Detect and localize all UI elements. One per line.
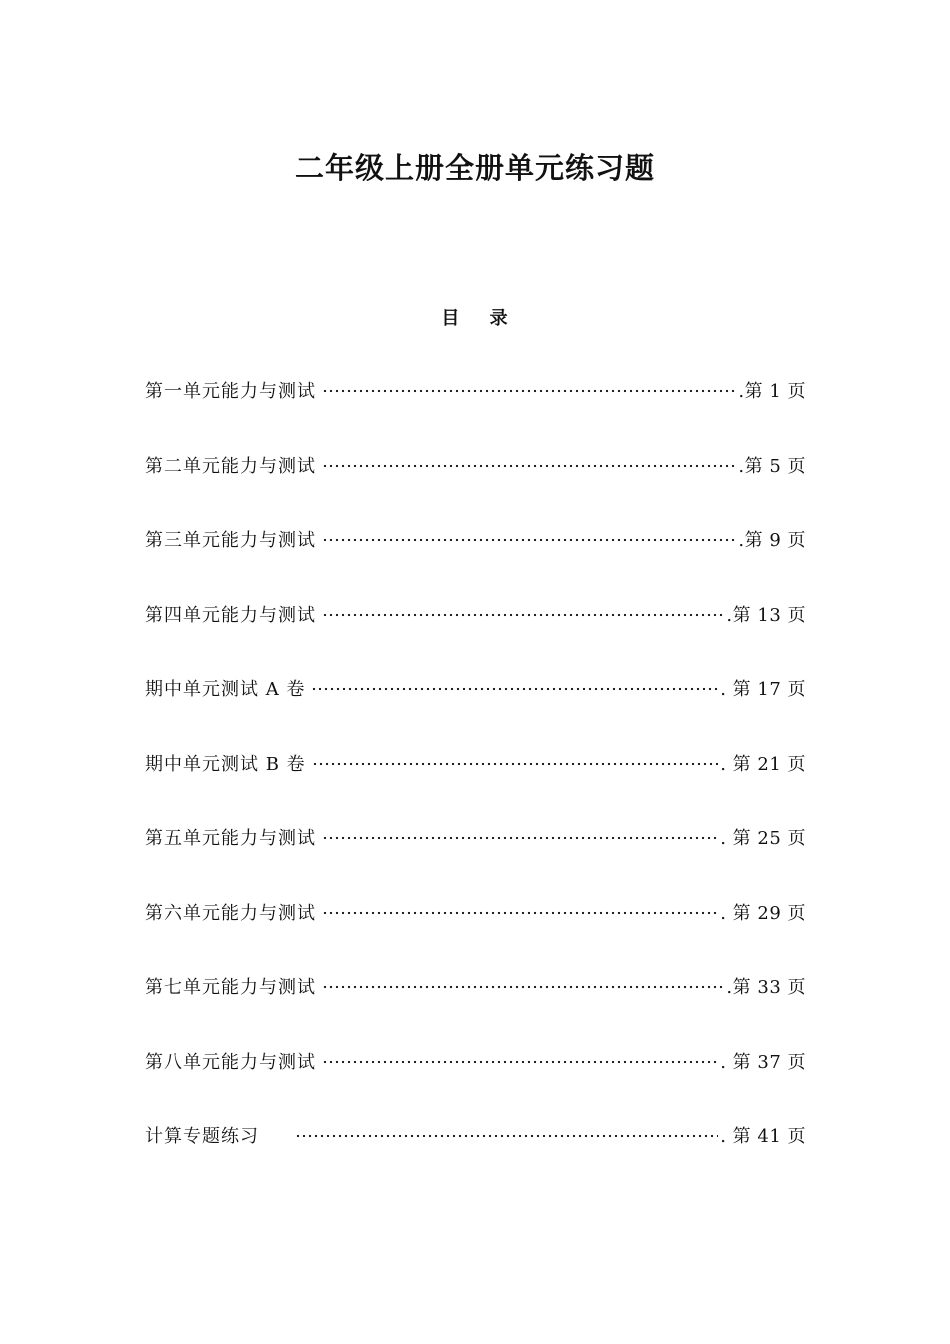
- toc-entry-page: .第 5 页: [738, 455, 806, 477]
- toc-entry[interactable]: [145, 970, 806, 1045]
- toc-entry[interactable]: [145, 598, 806, 673]
- dot-leader: [322, 1060, 718, 1064]
- dot-leader: [322, 389, 736, 393]
- toc-entry-label: 期中单元测试 B 卷: [145, 753, 306, 775]
- toc-entry-page: . 第 25 页: [720, 828, 806, 849]
- toc-entry-label: 第二单元能力与测试: [145, 455, 316, 477]
- toc-entry-page: . 第 21 页: [720, 753, 806, 775]
- table-of-contents: [145, 374, 806, 1194]
- toc-entry-page: . 第 41 页: [720, 1126, 806, 1147]
- toc-entry-label: 第六单元能力与测试: [145, 902, 316, 924]
- dot-leader: [311, 687, 718, 691]
- toc-heading: 目 录: [441, 308, 509, 329]
- toc-entry-label: 第八单元能力与测试: [145, 1051, 316, 1073]
- dot-leader: [295, 1134, 718, 1138]
- toc-entry[interactable]: [145, 1119, 806, 1194]
- toc-entry-page: . 第 37 页: [720, 1051, 806, 1073]
- toc-entry[interactable]: [145, 374, 806, 449]
- toc-entry-label: 计算专题练习: [145, 1126, 259, 1147]
- dot-leader: [322, 985, 724, 989]
- toc-entry[interactable]: [145, 1045, 806, 1120]
- dot-leader: [322, 836, 718, 840]
- dot-leader: [322, 538, 736, 542]
- toc-entry-label: 第四单元能力与测试: [145, 604, 316, 626]
- page-title: 二年级上册全册单元练习题: [294, 151, 655, 186]
- dot-leader: [322, 911, 718, 915]
- toc-entry-page: .第 13 页: [726, 604, 806, 626]
- toc-entry-page: .第 33 页: [726, 977, 806, 998]
- toc-entry[interactable]: [145, 672, 806, 747]
- toc-entry-page: . 第 29 页: [720, 902, 806, 924]
- toc-entry[interactable]: [145, 747, 806, 822]
- dot-leader: [322, 464, 736, 468]
- toc-entry-label: 第一单元能力与测试: [145, 381, 316, 402]
- toc-entry-page: .第 1 页: [738, 381, 806, 402]
- toc-entry[interactable]: [145, 896, 806, 971]
- toc-entry[interactable]: [145, 449, 806, 524]
- toc-entry-label: 第七单元能力与测试: [145, 977, 316, 998]
- toc-entry-label: 期中单元测试 A 卷: [145, 679, 306, 700]
- toc-entry-label: 第五单元能力与测试: [145, 828, 316, 849]
- toc-entry-page: .第 9 页: [738, 530, 806, 551]
- toc-entry-label: 第三单元能力与测试: [145, 530, 316, 551]
- dot-leader: [322, 613, 724, 617]
- toc-entry[interactable]: [145, 523, 806, 598]
- toc-entry[interactable]: [145, 821, 806, 896]
- dot-leader: [312, 762, 719, 766]
- toc-entry-page: . 第 17 页: [720, 679, 806, 700]
